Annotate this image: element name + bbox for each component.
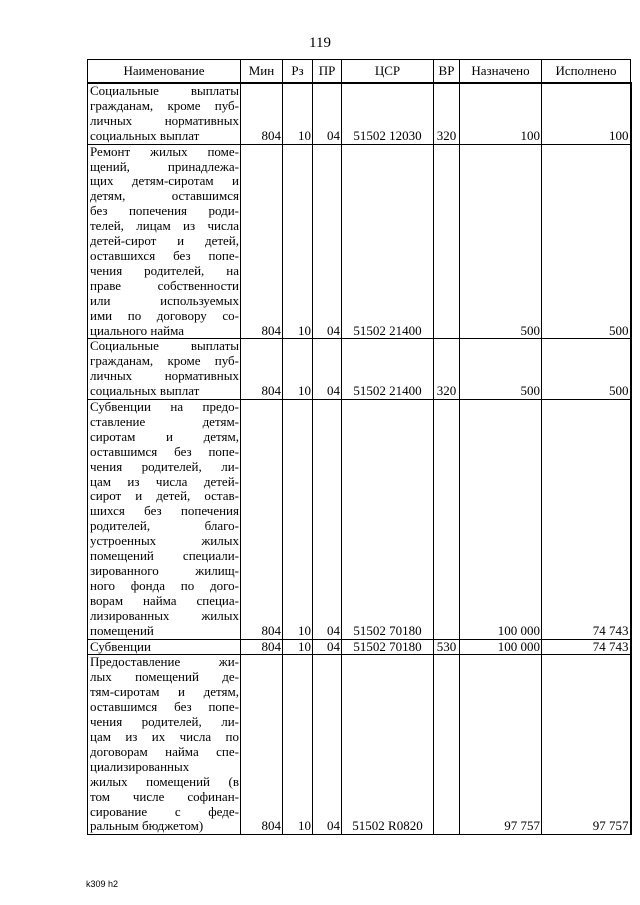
cell-vr bbox=[434, 655, 460, 835]
name-line: зированного жилищ- bbox=[90, 563, 239, 578]
cell-executed: 500 bbox=[542, 144, 631, 339]
cell-csr: 51502 21400 bbox=[342, 144, 434, 339]
name-line: устроенных жилых bbox=[90, 533, 239, 549]
cell-pr: 04 bbox=[313, 639, 342, 655]
name-line: щих детям-сиротам и bbox=[90, 173, 239, 189]
header-csr: ЦСР bbox=[342, 60, 434, 84]
name-line: шихся без попечения bbox=[90, 503, 239, 519]
name-line: Социальные выплаты bbox=[90, 83, 239, 98]
cell-name bbox=[88, 83, 241, 144]
cell-assigned: 97 757 bbox=[460, 655, 542, 835]
name-line: Субвенции bbox=[90, 639, 151, 654]
page-number: 119 bbox=[309, 35, 331, 51]
cell-vr bbox=[434, 400, 460, 640]
cell-vr: 530 bbox=[434, 639, 460, 655]
cell-rz: 10 bbox=[283, 339, 313, 400]
cell-vr: 320 bbox=[434, 83, 460, 144]
name-line: ими по договору со- bbox=[90, 307, 239, 323]
header-rz: Рз bbox=[283, 60, 313, 84]
name-line: сирот и детей, остав- bbox=[90, 488, 239, 504]
cell-rz: 10 bbox=[283, 144, 313, 339]
footer-code: k309 h2 bbox=[86, 879, 119, 889]
name-line: личных нормативных bbox=[90, 112, 239, 128]
name-line: ного фонда по дого- bbox=[90, 577, 239, 593]
cell-pr: 04 bbox=[313, 655, 342, 835]
header-vr: ВР bbox=[434, 60, 460, 84]
name-line: Предоставление жи- bbox=[90, 654, 239, 670]
cell-name bbox=[88, 339, 241, 400]
name-line: родителей, благо- bbox=[90, 518, 239, 534]
table-header-row bbox=[88, 60, 631, 84]
table-body bbox=[88, 83, 631, 835]
cell-csr: 51502 70180 bbox=[342, 639, 434, 655]
name-line: цам из их числа по bbox=[90, 728, 239, 744]
name-line: социальных выплат bbox=[90, 127, 200, 143]
table-row bbox=[88, 400, 631, 640]
header-name: Наименование bbox=[88, 60, 241, 84]
cell-csr: 51502 70180 bbox=[342, 400, 434, 640]
name-line: оставшимся без попе- bbox=[90, 443, 239, 459]
name-line: сиротам и детям, bbox=[90, 428, 239, 444]
name-line: помещений bbox=[90, 622, 154, 638]
cell-executed: 74 743 bbox=[542, 639, 631, 655]
cell-vr bbox=[434, 144, 460, 339]
budget-table bbox=[87, 59, 632, 835]
cell-executed: 97 757 bbox=[542, 655, 631, 835]
cell-min: 804 bbox=[241, 83, 283, 144]
name-line: ворам найма специа- bbox=[90, 592, 239, 608]
table-row bbox=[88, 339, 631, 400]
cell-min: 804 bbox=[241, 655, 283, 835]
cell-csr: 51502 21400 bbox=[342, 339, 434, 400]
cell-assigned: 100 bbox=[460, 83, 542, 144]
name-line: жилых помещений (в bbox=[90, 773, 239, 789]
name-line: Субвенции на предо- bbox=[90, 399, 239, 415]
name-line: без попечения роди- bbox=[90, 203, 239, 219]
header-min: Мин bbox=[241, 60, 283, 84]
name-line: сирование с феде- bbox=[90, 803, 239, 819]
name-line: оставшимся без попе- bbox=[90, 699, 239, 715]
name-line: детям, оставшимся bbox=[90, 188, 239, 204]
name-line: лых помещений де- bbox=[90, 669, 239, 685]
name-line: щений, принадлежа- bbox=[90, 158, 239, 174]
cell-name bbox=[88, 655, 241, 835]
cell-assigned: 100 000 bbox=[460, 400, 542, 640]
cell-rz: 10 bbox=[283, 655, 313, 835]
cell-name bbox=[88, 400, 241, 640]
name-line: социальных выплат bbox=[90, 383, 200, 399]
table-row bbox=[88, 655, 631, 835]
cell-pr: 04 bbox=[313, 400, 342, 640]
name-line: праве собственности bbox=[90, 277, 239, 293]
name-line: гражданам, кроме пуб- bbox=[90, 97, 239, 113]
cell-min: 804 bbox=[241, 144, 283, 339]
cell-executed: 74 743 bbox=[542, 400, 631, 640]
header-pr: ПР bbox=[313, 60, 342, 84]
name-line: чения родителей, на bbox=[90, 262, 239, 278]
cell-min: 804 bbox=[241, 339, 283, 400]
name-line: циального найма bbox=[90, 322, 185, 338]
cell-rz: 10 bbox=[283, 639, 313, 655]
cell-rz: 10 bbox=[283, 400, 313, 640]
table-row bbox=[88, 639, 631, 655]
name-line: чения родителей, ли- bbox=[90, 458, 239, 474]
header-executed: Исполнено bbox=[542, 60, 631, 84]
cell-csr: 51502 12030 bbox=[342, 83, 434, 144]
cell-vr: 320 bbox=[434, 339, 460, 400]
cell-pr: 04 bbox=[313, 144, 342, 339]
name-line: помещений специали- bbox=[90, 548, 239, 564]
cell-min: 804 bbox=[241, 639, 283, 655]
name-line: цам из числа детей- bbox=[90, 473, 239, 489]
header-assigned: Назначено bbox=[460, 60, 542, 84]
cell-executed: 500 bbox=[542, 339, 631, 400]
cell-pr: 04 bbox=[313, 339, 342, 400]
name-line: ставление детям- bbox=[90, 413, 239, 429]
cell-pr: 04 bbox=[313, 83, 342, 144]
cell-executed: 100 bbox=[542, 83, 631, 144]
name-line: гражданам, кроме пуб- bbox=[90, 353, 239, 369]
name-line: ральным бюджетом) bbox=[90, 818, 204, 834]
cell-name bbox=[88, 144, 241, 339]
name-line: оставшихся без попе- bbox=[90, 247, 239, 263]
cell-csr: 51502 R0820 bbox=[342, 655, 434, 835]
cell-name bbox=[88, 639, 241, 655]
cell-rz: 10 bbox=[283, 83, 313, 144]
name-line: Ремонт жилых поме- bbox=[90, 144, 239, 159]
table-row bbox=[88, 144, 631, 339]
name-line: Социальные выплаты bbox=[90, 338, 239, 354]
table-row bbox=[88, 83, 631, 144]
name-line: личных нормативных bbox=[90, 368, 239, 384]
name-line: договорам найма спе- bbox=[90, 743, 239, 759]
name-line: детей-сирот и детей, bbox=[90, 233, 239, 249]
cell-assigned: 500 bbox=[460, 144, 542, 339]
cell-min: 804 bbox=[241, 400, 283, 640]
name-line: или используемых bbox=[90, 292, 239, 308]
name-line: циализированных bbox=[90, 758, 190, 774]
name-line: тям-сиротам и детям, bbox=[90, 684, 239, 700]
cell-assigned: 500 bbox=[460, 339, 542, 400]
name-line: телей, лицам из числа bbox=[90, 218, 239, 234]
name-line: лизированных жилых bbox=[90, 607, 239, 623]
name-line: том числе софинан- bbox=[90, 788, 239, 804]
cell-assigned: 100 000 bbox=[460, 639, 542, 655]
name-line: чения родителей, ли- bbox=[90, 714, 239, 730]
